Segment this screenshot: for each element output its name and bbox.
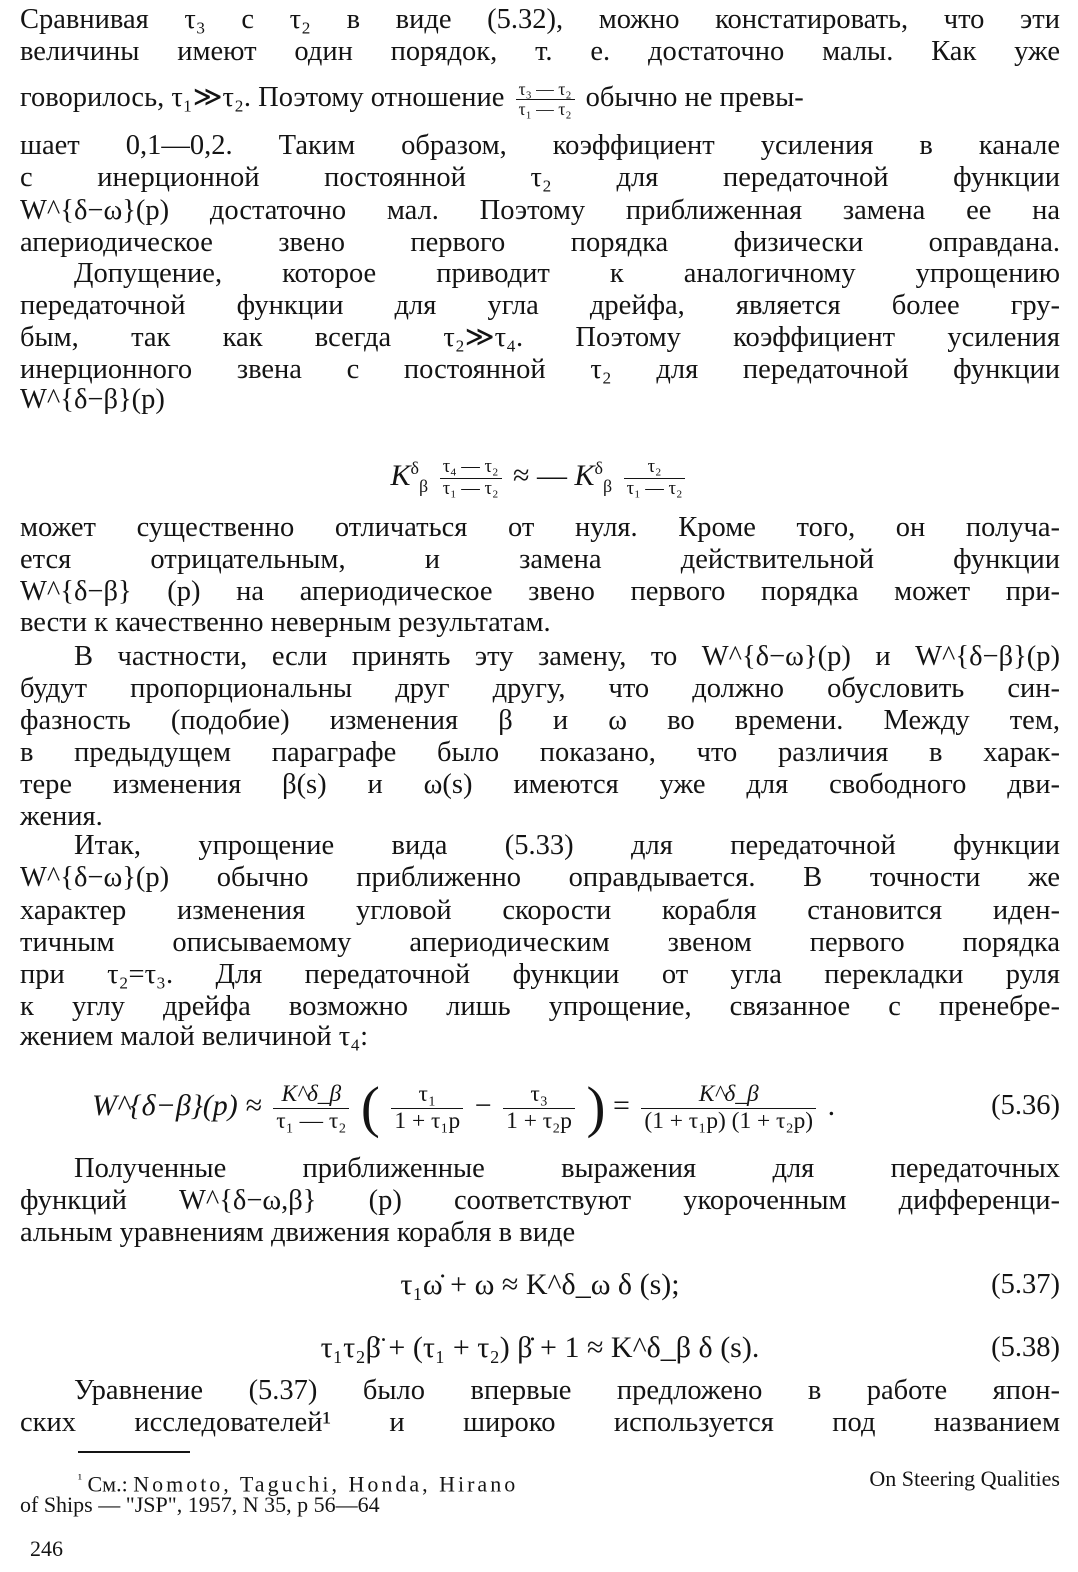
equation-subscript: β [419, 476, 429, 496]
text-segment: говорилось, τ₁≫τ₂. Поэтому отношение [20, 82, 505, 113]
equation-operator: = [613, 1089, 630, 1122]
text-line: с инерционной постоянной τ₂ для передаточной функции [20, 162, 1060, 193]
page-number: 246 [30, 1536, 63, 1561]
text-line: шает 0,1—0,2. Таким образом, коэффициент усиления в канале [20, 130, 1060, 161]
text-line: Итак, упрощение вида (5.33) для передаточной функции [74, 830, 1060, 861]
fraction-denominator: 1 + τ₁p [394, 1107, 461, 1134]
text-line: Сравнивая τ₃ с τ₂ в виде (5.32), можно констатировать, что эти [20, 4, 1060, 35]
equation-fraction [391, 1082, 463, 1134]
equation-punctuation: . [827, 1089, 836, 1122]
text-line: W^{δ−ω}(p) обычно приближенно оправдывается. В точности же [20, 862, 1060, 893]
equation-number: (5.38) [991, 1332, 1060, 1363]
fraction-denominator: τ₁ — τ₂ [442, 477, 499, 499]
text-line: величины имеют один порядок, т. е. достаточно малы. Как уже [20, 36, 1060, 67]
text-line: к углу дрейфа возможно лишь упрощение, связанное с пренебре- [20, 991, 1060, 1022]
inline-fraction [516, 80, 575, 120]
fraction-denominator: τ₁ — τ₂ [276, 1107, 347, 1134]
left-paren: ( [360, 1076, 380, 1140]
text-line: альным уравнениям движения корабля в виде [20, 1217, 576, 1248]
display-equation: τ₁ω̇ + ω ≈ K^δ_ω δ (s); [400, 1268, 680, 1301]
text-line: тичным описываемому апериодическим звеном первого порядка [20, 927, 1060, 958]
text-line: W^{δ−β} (p) на апериодическое звено первого порядка может при- [20, 576, 1060, 607]
equation-fraction [624, 457, 686, 499]
text-line: инерционного звена с постоянной τ₂ для передаточной функции [20, 354, 1060, 385]
text-line: Полученные приближенные выражения для передаточных [74, 1153, 1060, 1184]
text-line: W^{δ−β}(p) [20, 384, 165, 415]
text-line: тере изменения β(s) и ω(s) имеются уже для свободного дви- [20, 769, 1060, 800]
text-line: В частности, если принять эту замену, то W^{δ−ω}(p) и W^{δ−β}(p) [74, 641, 1060, 672]
text-line: бым, так как всегда τ₂≫τ₄. Поэтому коэффициент усиления [20, 322, 1060, 353]
equation-subscript: β [602, 476, 613, 496]
display-equation: τ₁τ₂β̈ + (τ₁ + τ₂) β̇ + 1 ≈ K^δ_β δ (s). [320, 1331, 760, 1364]
equation-fraction [440, 457, 502, 499]
text-line: передаточной функции для угла дрейфа, является более гру- [20, 290, 1060, 321]
equation-symbol: K [390, 459, 411, 492]
text-line: может существенно отличаться от нуля. Кроме того, он получа- [20, 512, 1060, 543]
fraction-numerator: K^δ_β [273, 1082, 349, 1109]
text-line: жения. [20, 801, 103, 832]
text-line: функций W^{δ−ω,β} (p) соответствуют укороченным дифференци- [20, 1185, 1060, 1216]
fraction-denominator: τ₁ — τ₂ [518, 98, 572, 119]
footnote-authors: Nomoto, Taguchi, Honda, Hirano [133, 1471, 519, 1497]
text-line: W^{δ−ω}(p) достаточно мал. Поэтому приближенная замена ее на [20, 195, 1060, 226]
text-line: характер изменения угловой скорости корабля становится иден- [20, 895, 1060, 926]
text-segment: обычно не превы- [585, 82, 804, 113]
equation-superscript: δ [410, 458, 420, 478]
display-equation [92, 1068, 992, 1144]
fraction-numerator: τ₁ [391, 1082, 463, 1109]
fraction-denominator: τ₁ — τ₂ [626, 477, 683, 499]
fraction-denominator: 1 + τ₂p [506, 1107, 573, 1134]
text-line: при τ₂=τ₃. Для передаточной функции от угла перекладки руля [20, 959, 1060, 990]
footnote-title: On Steering Qualities [869, 1466, 1060, 1491]
fraction-numerator: τ₂ [624, 457, 686, 478]
fraction-numerator: τ₄ — τ₂ [440, 457, 502, 478]
text-line: Допущение, которое приводит к аналогичному упрощению [74, 258, 1060, 289]
footnote-rule [78, 1451, 190, 1453]
text-line: ских исследователей¹ и широко используется под названием [20, 1407, 1060, 1438]
right-paren: ) [586, 1076, 606, 1140]
footnote-marker: ¹ [78, 1471, 82, 1486]
fraction-numerator: K^δ_β [641, 1082, 816, 1109]
text-line: Уравнение (5.37) было впервые предложено в работе япон- [74, 1375, 1060, 1406]
equation-fraction [641, 1082, 816, 1134]
equation-number: (5.37) [991, 1269, 1060, 1300]
fraction-numerator: τ₃ — τ₂ [516, 80, 575, 100]
text-line: ется отрицательным, и замена действительной функции [20, 544, 1060, 575]
footnote-prefix: См.: [87, 1471, 128, 1497]
equation-superscript: δ [594, 458, 603, 478]
text-line: жением малой величиной τ₄: [20, 1021, 369, 1052]
text-line-with-fraction [20, 78, 1060, 118]
equation-operator: ≈ — [513, 459, 567, 492]
minus-sign: − [474, 1089, 492, 1122]
footnote-line: of Ships — "JSP", 1957, N 35, p 56—64 [20, 1492, 380, 1517]
fraction-denominator: (1 + τ₁p) (1 + τ₂p) [644, 1107, 814, 1134]
text-line: вести к качественно неверным результатам. [20, 607, 551, 638]
text-line: будут пропорциональны друг другу, что должно обусловить син- [20, 673, 1060, 704]
text-line: апериодическое звено первого порядка физически оправдана. [20, 227, 1060, 258]
equation-fraction [273, 1082, 349, 1134]
fraction-numerator: τ₃ [503, 1082, 575, 1109]
display-equation [20, 440, 1060, 499]
equation-symbol: K [574, 459, 595, 492]
equation-fraction [503, 1082, 575, 1134]
equation-number: (5.36) [991, 1090, 1060, 1121]
text-line: фазность (подобие) изменения β и ω во времени. Между тем, [20, 705, 1060, 736]
equation-lhs: W^{δ−β}(p) ≈ [92, 1089, 262, 1122]
text-line: в предыдущем параграфе было показано, что различия в харак- [20, 737, 1060, 768]
